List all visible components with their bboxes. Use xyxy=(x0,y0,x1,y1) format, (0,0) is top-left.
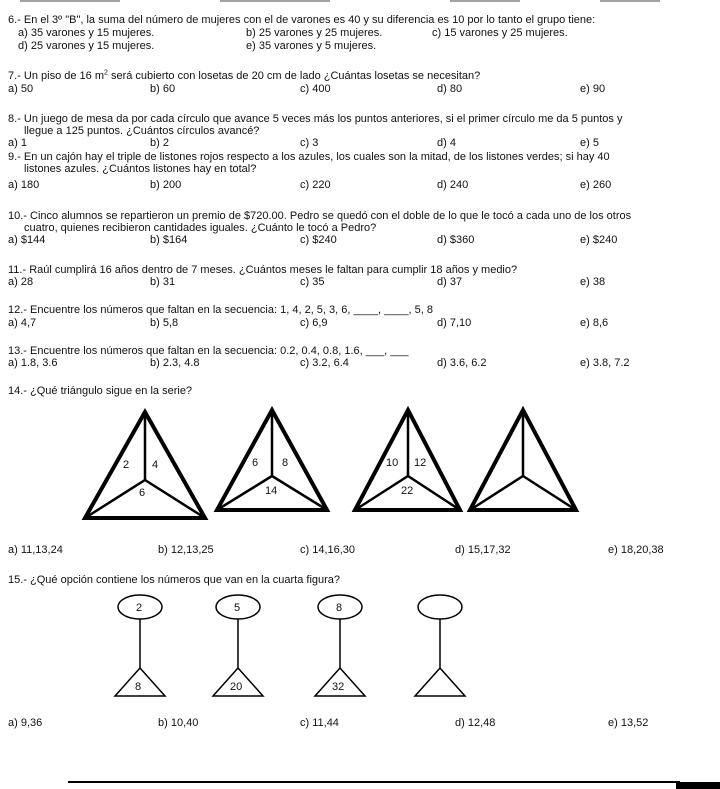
question-8-stem-line1: 8.- Un juego de mesa da por cada círculo que avance 5 veces más los puntos anteriores, si el primer círculo me da 5 puntos y xyxy=(8,113,623,125)
question-9-stem-line1: 9.- En un cajón hay el triple de listones rojos respecto a los azules, los cuales son la mitad, de los listones verdes; si hay 40 xyxy=(8,151,610,163)
question-12-option-a: a) 4,7 xyxy=(8,317,37,329)
bottom-rule xyxy=(68,781,680,783)
question-6-option-a: a) 35 varones y 15 mujeres. xyxy=(18,27,155,39)
question-6-stem: 6.- En el 3º "B", la suma del número de mujeres con el de varones es 40 y su diferencia es 10 por lo tanto el grupo tiene: xyxy=(8,14,596,26)
question-14-option-e: e) 18,20,38 xyxy=(608,544,664,556)
bottom-corner-block xyxy=(676,782,720,789)
figure-3-top-number: 8 xyxy=(336,602,343,614)
triangle-2-left-number: 6 xyxy=(252,457,259,469)
triangle-4 xyxy=(470,410,576,510)
question-10-option-d: d) $360 xyxy=(437,234,475,246)
question-12-option-b: b) 5,8 xyxy=(150,317,179,329)
question-10-option-e: e) $240 xyxy=(580,234,618,246)
triangle-1-left-number: 2 xyxy=(123,459,130,471)
question-15-option-c: c) 11,44 xyxy=(300,717,339,729)
question-6-option-b: b) 25 varones y 25 mujeres. xyxy=(246,27,383,39)
figure-1 xyxy=(115,595,165,696)
question-11-option-e: e) 38 xyxy=(580,276,606,288)
question-12-option-c: c) 6,9 xyxy=(300,317,328,329)
question-11-option-c: c) 35 xyxy=(300,276,325,288)
question-9-option-c: c) 220 xyxy=(300,179,331,191)
top-edge-marks xyxy=(0,0,720,4)
figure-1-bottom-number: 8 xyxy=(135,681,142,693)
question-15-option-d: d) 12,48 xyxy=(455,717,496,729)
question-13-stem: 13.- Encuentre los números que faltan en la secuencia: 0.2, 0.4, 0.8, 1.6, ___, ___ xyxy=(8,345,409,357)
question-9-option-a: a) 180 xyxy=(8,179,40,191)
question-7-stem: 7.- Un piso de 16 $m^2$ será cubierto con losetas de 20 cm de lado ¿Cuántas losetas se necesitan? xyxy=(8,69,481,82)
question-10-option-c: c) $240 xyxy=(300,234,337,246)
question-9-stem-line2: listones azules. ¿Cuántos listones hay en total? xyxy=(24,163,257,175)
triangle-2-bottom-number: 14 xyxy=(265,485,278,497)
question-12-stem: 12.- Encuentre los números que faltan en la secuencia: 1, 4, 2, 5, 3, 6, ____, ____, 5, 8 xyxy=(8,304,434,316)
triangle-3-left-number: 10 xyxy=(386,457,399,469)
question-8-option-b: b) 2 xyxy=(150,137,169,149)
question-9-option-e: e) 260 xyxy=(580,179,612,191)
question-10-stem-line2: cuatro, quienes recibieron cantidades iguales. ¿Cuánto le tocó a Pedro? xyxy=(24,222,377,234)
question-11-option-b: b) 31 xyxy=(150,276,176,288)
figure-1-top-number: 2 xyxy=(136,602,143,614)
question-15-option-a: a) 9,36 xyxy=(8,717,43,729)
question-6-option-c: c) 15 varones y 25 mujeres. xyxy=(432,27,568,39)
question-15-option-e: e) 13,52 xyxy=(608,717,649,729)
question-11-option-d: d) 37 xyxy=(437,276,463,288)
question-7-option-d: d) 80 xyxy=(437,83,463,95)
question-14-option-a: a) 11,13,24 xyxy=(8,544,63,556)
triangle-3-bottom-number: 22 xyxy=(401,485,414,497)
circle-triangle-figures xyxy=(0,590,720,705)
question-13-option-b: b) 2.3, 4.8 xyxy=(150,357,200,369)
question-10-option-a: a) $144 xyxy=(8,234,46,246)
triangle-3-right-number: 12 xyxy=(414,457,427,469)
question-8-option-d: d) 4 xyxy=(437,137,456,149)
question-12-option-e: e) 8,6 xyxy=(580,317,609,329)
question-7-option-c: c) 400 xyxy=(300,83,331,95)
question-15-option-b: b) 10,40 xyxy=(158,717,199,729)
figure-3-bottom-number: 32 xyxy=(332,681,345,693)
question-14-option-d: d) 15,17,32 xyxy=(455,544,511,556)
question-7-option-a: a) 50 xyxy=(8,83,34,95)
question-8-stem-line2: llegue a 125 puntos. ¿Cuántos círculos avancé? xyxy=(24,125,260,137)
question-9-option-d: d) 240 xyxy=(437,179,469,191)
question-6-option-d: d) 25 varones y 15 mujeres. xyxy=(18,40,155,52)
question-13-option-e: e) 3.8, 7.2 xyxy=(580,357,630,369)
question-11-option-a: a) 28 xyxy=(8,276,34,288)
question-10-stem-line1: 10.- Cinco alumnos se repartieron un premio de $720.00. Pedro se quedó con el doble de lo que le tocó a cada uno de los otros xyxy=(8,210,632,222)
triangle-series-figure xyxy=(0,400,720,540)
question-10-option-b: b) $164 xyxy=(150,234,188,246)
question-8-option-a: a) 1 xyxy=(8,137,27,149)
question-14-option-b: b) 12,13,25 xyxy=(158,544,214,556)
triangle-2 xyxy=(217,410,327,510)
triangle-1-bottom-number: 6 xyxy=(139,487,146,499)
figure-2-bottom-number: 20 xyxy=(230,681,243,693)
question-15-stem: 15.- ¿Qué opción contiene los números que van en la cuarta figura? xyxy=(8,574,341,586)
triangle-1 xyxy=(85,412,205,518)
question-6-option-e: e) 35 varones y 5 mujeres. xyxy=(246,40,377,52)
figure-2 xyxy=(213,595,263,696)
triangle-2-right-number: 8 xyxy=(282,457,289,469)
question-14-stem: 14.- ¿Qué triángulo sigue en la serie? xyxy=(8,385,193,397)
question-14-option-c: c) 14,16,30 xyxy=(300,544,356,556)
figure-2-top-number: 5 xyxy=(234,602,241,614)
question-8-option-c: c) 3 xyxy=(300,137,319,149)
question-13-option-d: d) 3.6, 6.2 xyxy=(437,357,487,369)
question-9-option-b: b) 200 xyxy=(150,179,182,191)
figure-3 xyxy=(315,595,365,696)
figure-4 xyxy=(415,595,465,696)
triangle-1-right-number: 4 xyxy=(152,459,159,471)
question-13-option-c: c) 3.2, 6.4 xyxy=(300,357,349,369)
question-11-stem: 11.- Raúl cumplirá 16 años dentro de 7 meses. ¿Cuántos meses le faltan para cumplir 18 años y medio? xyxy=(8,264,518,276)
question-13-option-a: a) 1.8, 3.6 xyxy=(8,357,58,369)
question-12-option-d: d) 7,10 xyxy=(437,317,472,329)
triangle-3 xyxy=(355,410,460,510)
question-7-option-b: b) 60 xyxy=(150,83,176,95)
question-8-option-e: e) 5 xyxy=(580,137,599,149)
question-7-option-e: e) 90 xyxy=(580,83,606,95)
